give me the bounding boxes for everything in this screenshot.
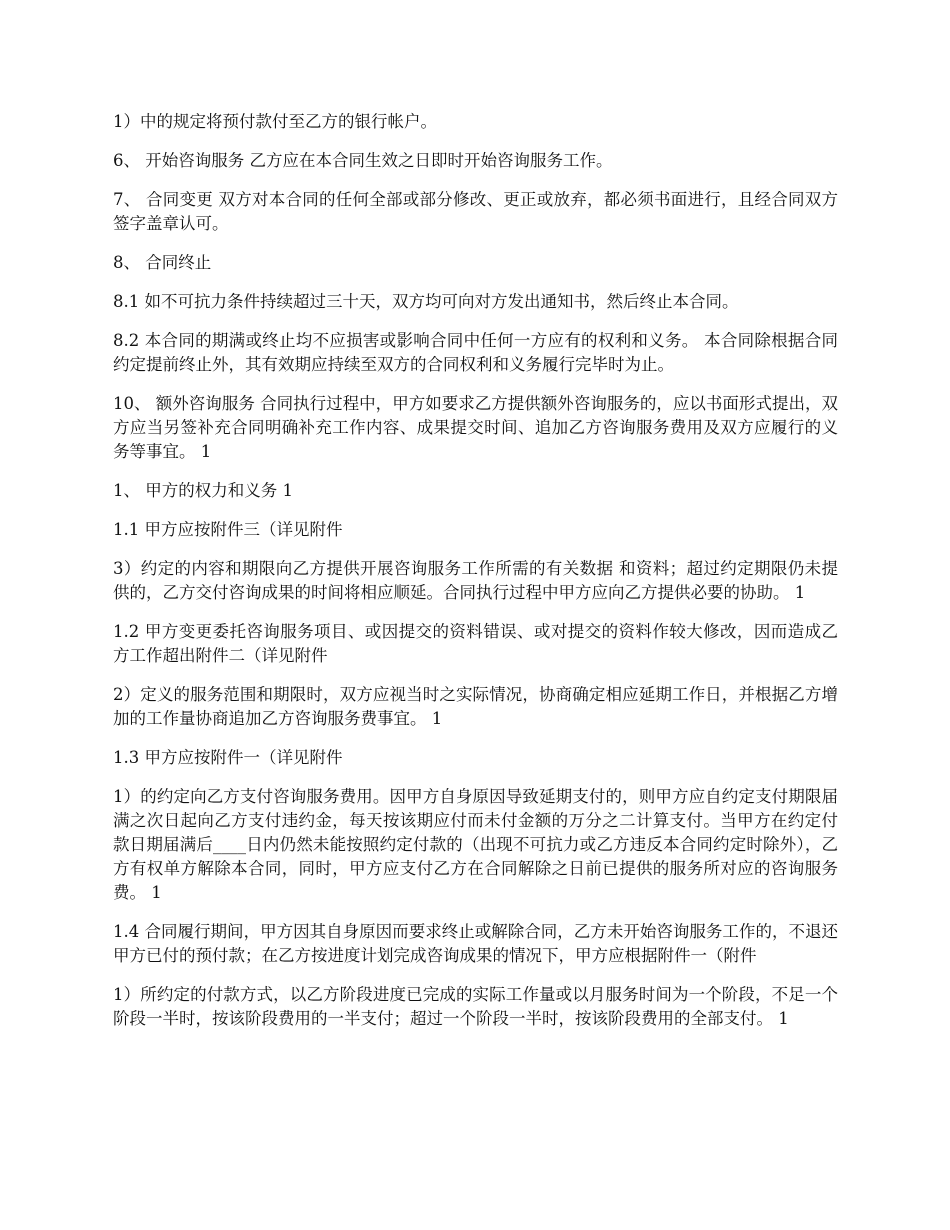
paragraph-party-a-rights-heading: 1、 甲方的权力和义务 1 [113, 481, 293, 500]
paragraph-clause-1-4: 1.4 合同履行期间，甲方因其自身原因而要求终止或解除合同，乙方未开始咨询服务工作的，不退还甲方已付的预付款；在乙方按进度计划完成咨询成果的情况下，甲方应根据附件一（附件 [113, 922, 838, 965]
paragraph-clause-1-2: 1.2 甲方变更委托咨询服务项目、或因提交的资料错误、或对提交的资料作较大修改，因而造成乙 方工作超出附件二（详见附件 [113, 622, 838, 665]
paragraph-clause-1-1: 1.1 甲方应按附件三（详见附件 [113, 520, 343, 539]
paragraph-start-service: 6、 开始咨询服务 乙方应在本合同生效之日即时开始咨询服务工作。 [113, 151, 613, 170]
paragraph-termination-heading: 8、 合同终止 [113, 253, 212, 272]
document-body [113, 110, 838, 1046]
paragraph-clause-1-1-cont: 3）约定的内容和期限向乙方提供开展咨询服务工作所需的有关数据 和资料；超过约定期限仍未提供的，乙方交付咨询成果的时间将相应顺延。合同执行过程中甲方应向乙方提供必要的协助。 1 [113, 559, 838, 602]
paragraph-termination-8-1: 8.1 如不可抗力条件持续超过三十天，双方均可向对方发出通知书，然后终止本合同。 [113, 292, 739, 311]
paragraph-contract-change: 7、 合同变更 双方对本合同的任何全部或部分修改、更正或放弃，都必须书面进行，且经合同双方签字盖章认可。 [113, 190, 838, 233]
paragraph-clause-1-4-cont: 1）所约定的付款方式，以乙方阶段进度已完成的实际工作量或以月服务时间为一个阶段，不足一个阶段一半时，按该阶段费用的一半支付；超过一个阶段一半时，按该阶段费用的全部支付。 1 [113, 985, 838, 1028]
paragraph-termination-8-2: 8.2 本合同的期满或终止均不应损害或影响合同中任何一方应有的权利和义务。 本合同除根据合同约定提前终止外，其有效期应持续至双方的合同权利和义务履行完毕时为止。 [113, 331, 838, 374]
paragraph-clause-1-3: 1.3 甲方应按附件一（详见附件 [113, 748, 343, 767]
paragraph-clause-1-2-cont: 2）定义的服务范围和期限时，双方应视当时之实际情况，协商确定相应延期工作日，并根据乙方增加的工作量协商追加乙方咨询服务费事宜。 1 [113, 685, 838, 728]
paragraph-extra-service: 10、 额外咨询服务 合同执行过程中，甲方如要求乙方提供额外咨询服务的，应以书面形式提出，双方应当另签补充合同明确补充工作内容、成果提交时间、追加乙方咨询服务费用及双方应履行的义务等事宜。 1 [113, 394, 838, 461]
paragraph-clause-1-3-cont: 1）的约定向乙方支付咨询服务费用。因甲方自身原因导致延期支付的，则甲方应自约定支付期限届满之次日起向乙方支付违约金，每天按该期应付而未付金额的万分之二计算支付。当甲方在约定付款日期届满后____日内仍然未能按照约定付款的（出现不可抗力或乙方违反本合同约定时除外），乙方有权单方解除本合同，同时，甲方应支付乙方在合同解除之日前已提供的服务所对应的咨询服务费。 1 [113, 787, 838, 902]
paragraph-prepayment: 1）中的规定将预付款付至乙方的银行帐户。 [113, 112, 437, 131]
